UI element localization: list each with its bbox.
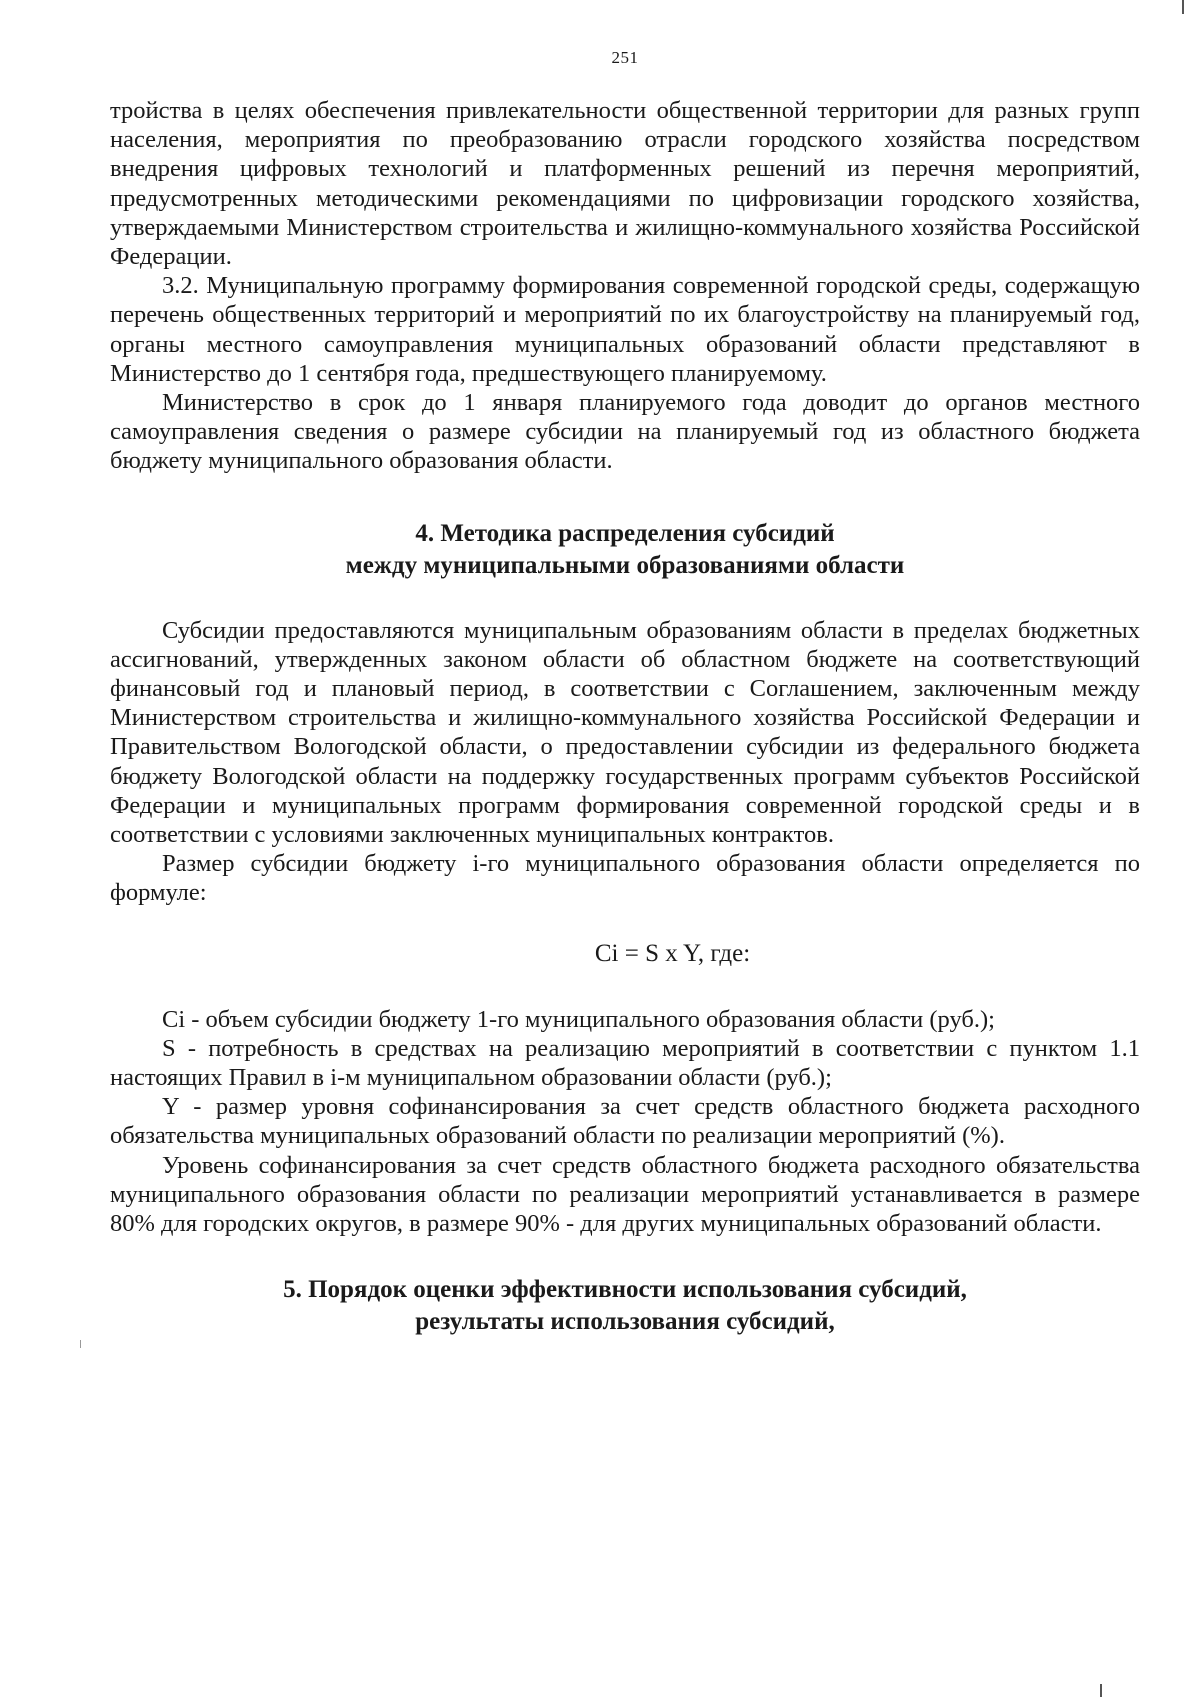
section-4-heading-line1: 4. Методика распределения субсидий (415, 519, 835, 547)
paragraph-subsidies-provided: Субсидии предоставляются муниципальным образованиям области в пределах бюджетных ассигнований, утвержденных законом области об областном бюджете на соответствующий финансовый год и плановый период, в соответствии с Соглашением, заключенным между Министерством строительства и жилищно-коммунального хозяйства Российской Федерации и Правительством Вологодской области, о предоставлении субсидии из федерального бюджета бюджету Вологодской области на поддержку государственных программ субъектов Российской Федерации и муниципальных программ формирования современной городской среды и в соответствии с условиями заключенных муниципальных контрактов. (110, 616, 1140, 849)
scan-artifact-left (80, 1340, 81, 1348)
section-4-heading (110, 518, 1140, 582)
definition-s: S - потребность в средствах на реализацию мероприятий в соответствии с пунктом 1.1 настоящих Правил в i-м муниципальном образовании области (руб.); (110, 1034, 1140, 1092)
document-page (110, 48, 1140, 1338)
paragraph-subsidy-size: Размер субсидии бюджету i-го муниципального образования области определяется по формуле: (110, 850, 1140, 907)
definition-y: Y - размер уровня софинансирования за счет средств областного бюджета расходного обязательства муниципальных образований области по реализации мероприятий (%). (110, 1093, 1140, 1150)
paragraph-3-2: 3.2. Муниципальную программу формирования современной городской среды, содержащую перечень общественных территорий и мероприятий по их благоустройству на планируемый год, органы местного самоуправления муниципальных образований области представляют в Министерство до 1 сентября года, предшествующего планируемому. (110, 272, 1140, 387)
paragraph-ministry-deadline: Министерство в срок до 1 января планируемого года доводит до органов местного самоуправления сведения о размере субсидии на планируемый год из областного бюджета бюджету муниципального образования области. (110, 389, 1140, 475)
scan-artifact-top-right (1182, 0, 1184, 14)
paragraph-continuation: тройства в целях обеспечения привлекательности общественной территории для разных групп населения, мероприятия по преобразованию отрасли городского хозяйства посредством внедрения цифровых технологий и платформенных решений из перечня мероприятий, предусмотренных методическими рекомендациями по цифровизации городского хозяйства, утверждаемыми Министерством строительства и жилищно-коммунального хозяйства Российской Федерации. (110, 97, 1140, 271)
paragraph-cofinancing-level: Уровень софинансирования за счет средств областного бюджета расходного обязательства муниципального образования области по реализации мероприятий устанавливается в размере 80% для городских округов, в размере 90% - для других муниципальных образований области. (110, 1151, 1140, 1238)
subsidy-formula: Ci = S x Y, где: (594, 939, 751, 967)
definition-ci: Ci - объем субсидии бюджету 1-го муниципального образования области (руб.); (162, 1005, 995, 1033)
scan-artifact-bottom-right (1100, 1684, 1102, 1697)
section-5-heading-line2: результаты использования субсидий, (415, 1308, 835, 1336)
page-number: 251 (611, 48, 639, 67)
section-5-heading (110, 1274, 1140, 1338)
section-5-heading-line1: 5. Порядок оценки эффективности использования субсидий, (283, 1276, 967, 1304)
section-4-heading-line2: между муниципальными образованиями области (345, 551, 905, 579)
